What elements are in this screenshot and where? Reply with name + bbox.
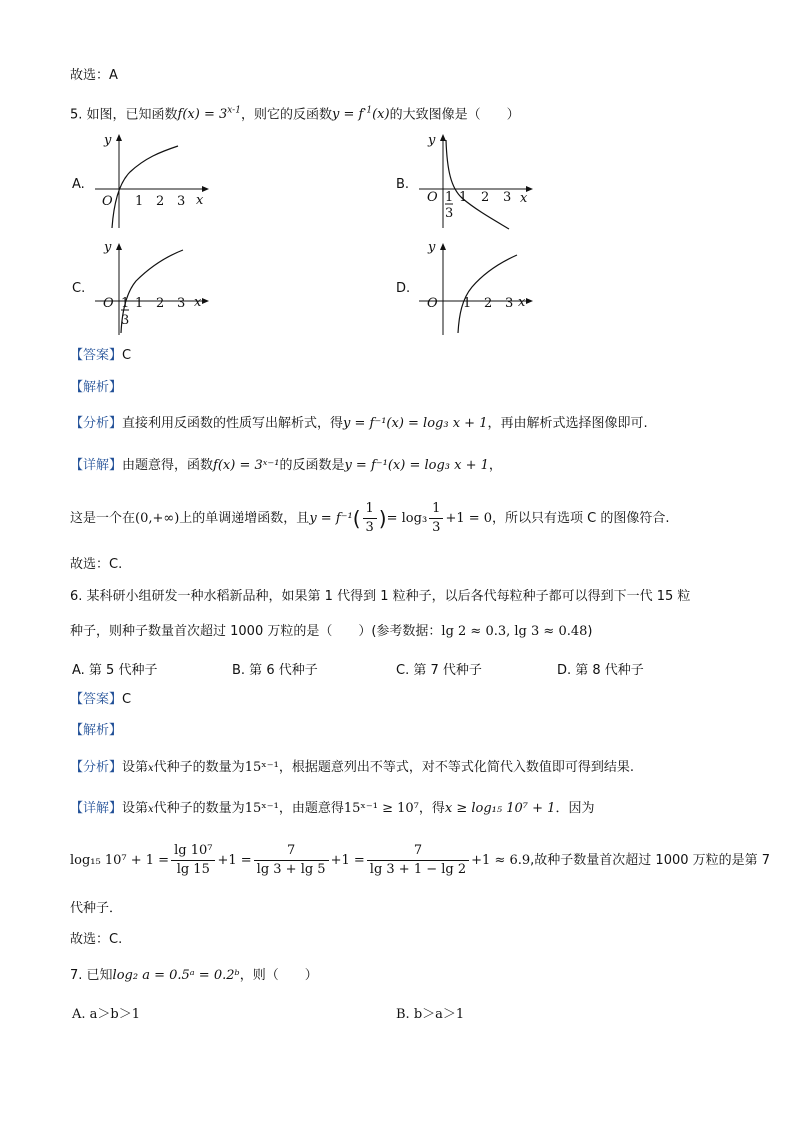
q6-fenxi: 【分析】设第x代种子的数量为15ˣ⁻¹，根据题意列出不等式，对不等式化简代入数值即可得到结果. — [70, 760, 634, 775]
option-d-tick-1: 1 — [463, 296, 472, 311]
q5-inverse: $y = f^{-1}(x)$ — [331, 106, 390, 123]
q5-analysis-tag: 【解析】 — [70, 380, 123, 395]
option-b-axis-x: x — [520, 191, 528, 206]
option-c-frac-num: 1 — [121, 296, 130, 311]
q6-calculation: log₁₅ 10⁷ + 1 = $\frac{\text{lg 10⁷}}{\lg 15}$ +1 = $\frac{7}{\lg 3 + \lg 5}$ +1 = $\frac{7}{\lg 3 + 1 - \lg 2}$ +1 ≈ 6.9,故种子数量首次超过 1000 万粒的是第 7 — [70, 843, 771, 877]
q6-answer: 【答案】C — [70, 692, 132, 707]
option-d-tick-2: 2 — [484, 296, 493, 311]
q5-function: $f(x) = 3^{x-1}$ — [177, 106, 241, 123]
option-c-tick-3: 3 — [177, 296, 186, 311]
question-5-stem — [70, 101, 520, 125]
q6-stem-line1: 6. 某科研小组研发一种水稻新品种，如果第 1 代得到 1 粒种子，以后各代每粒种子都可以得到下一代 15 粒 — [70, 589, 691, 604]
option-b-label: B. — [396, 177, 410, 192]
option-b-frac-num: 1 — [445, 190, 454, 205]
q6-option-a: A. 第 5 代种子 — [72, 663, 158, 678]
q5-xiangjie-line2: 这是一个在(0,+∞)上的单调递增函数，且y = f⁻¹( $\frac{1}{3}$ )= log₃ $\frac{1}{3}$ +1 = 0，所以只有选项 C 的图像符合. — [70, 501, 670, 535]
option-c-curve — [121, 250, 186, 333]
option-b-origin: O — [427, 190, 438, 205]
option-c-axis-x: x — [194, 295, 202, 310]
option-b-axis-y: y — [428, 133, 436, 148]
option-a-graph — [90, 130, 215, 230]
option-b-tick-3: 3 — [503, 190, 512, 205]
option-c-tick-2: 2 — [156, 296, 165, 311]
q6-option-b: B. 第 6 代种子 — [232, 663, 318, 678]
q5-prefix: 5. 如图，已知函数 — [70, 107, 178, 123]
q7-option-b: B. b＞a＞1 — [396, 1007, 465, 1022]
option-a-label: A. — [72, 177, 85, 192]
option-c-frac-den: 3 — [121, 313, 130, 328]
q6-calc-continued: 代种子． — [70, 901, 123, 916]
q5-answer-tag: 【答案】 — [70, 348, 123, 363]
option-c-axis-y: y — [104, 240, 112, 255]
option-d-tick-3: 3 — [505, 296, 514, 311]
option-b-curve — [446, 140, 512, 229]
q5-xiangjie: 【详解】由题意得，函数f(x) = 3ˣ⁻¹的反函数是y = f⁻¹(x) = log₃ x + 1， — [70, 458, 502, 473]
option-a-tick-2: 2 — [156, 194, 165, 209]
q5-suffix: 的大致图像是（ ） — [389, 107, 520, 123]
option-b-frac-den: 3 — [445, 206, 454, 221]
option-d-axis-y: y — [428, 240, 436, 255]
option-b-graph — [414, 130, 539, 235]
q5-answer — [70, 346, 131, 366]
option-d-graph — [414, 237, 539, 337]
q6-stem-line2: 种子，则种子数量首次超过 1000 万粒的是（ ）(参考数据：lg 2 ≈ 0.3, lg 3 ≈ 0.48) — [70, 624, 593, 639]
q5-choice: 故选：C. — [70, 557, 123, 572]
previous-choice: 故选：A — [70, 68, 118, 83]
option-c-graph — [90, 237, 215, 337]
q5-fenxi: 【分析】直接利用反函数的性质写出解析式，得y = f⁻¹(x) = log₃ x + 1，再由解析式选择图像即可. — [70, 416, 648, 431]
q6-analysis-tag: 【解析】 — [70, 723, 123, 738]
q6-option-d: D. 第 8 代种子 — [557, 663, 644, 678]
q5-mid: ，则它的反函数 — [240, 107, 332, 123]
q7-stem: 7. 已知log₂ a = 0.5ᵃ = 0.2ᵇ，则（ ） — [70, 968, 318, 983]
q6-option-c: C. 第 7 代种子 — [396, 663, 482, 678]
option-b-tick-2: 2 — [481, 190, 490, 205]
option-c-origin: O — [103, 296, 114, 311]
q6-choice: 故选：C. — [70, 932, 123, 947]
q7-option-a: A. a＞b＞1 — [72, 1007, 140, 1022]
option-b-tick-1: 1 — [459, 190, 468, 205]
option-a-curve — [112, 146, 178, 228]
q6-xiangjie: 【详解】设第x代种子的数量为15ˣ⁻¹，由题意得15ˣ⁻¹ ≥ 10⁷，得x ≥ log₁₅ 10⁷ + 1．因为 — [70, 801, 595, 816]
option-c-label: C. — [72, 281, 86, 296]
option-d-label: D. — [396, 281, 411, 296]
option-d-curve — [458, 255, 517, 333]
option-a-tick-3: 3 — [177, 194, 186, 209]
option-c-tick-1: 1 — [135, 296, 144, 311]
option-d-axis-x: x — [518, 295, 526, 310]
option-d-origin: O — [427, 296, 438, 311]
option-a-origin: O — [102, 194, 113, 209]
option-a-axis-y: y — [104, 133, 112, 148]
option-a-tick-1: 1 — [135, 194, 144, 209]
q5-answer-value: C — [122, 348, 132, 363]
option-a-axis-x: x — [196, 193, 204, 208]
